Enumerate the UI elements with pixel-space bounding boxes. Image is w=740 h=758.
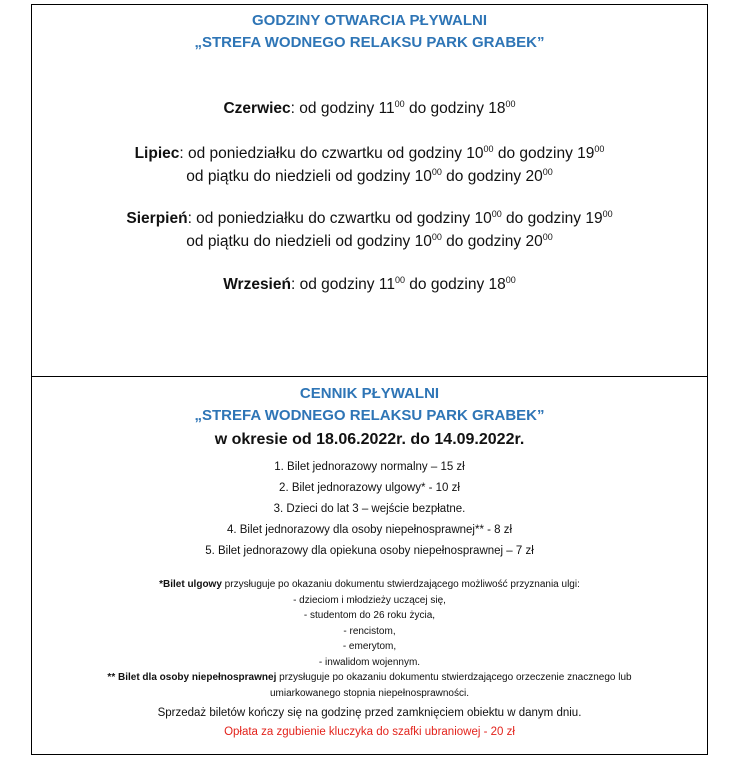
key-fee-note: Opłata za zgubienie kluczyka do szafki ubraniowej - 20 zł [224, 726, 515, 738]
price-item: 1. Bilet jednorazowy normalny – 15 zł [274, 461, 465, 473]
price-item: 5. Bilet jednorazowy dla opiekuna osoby niepełnosprawnej – 7 zł [205, 545, 534, 557]
price-item: 3. Dzieci do lat 3 – wejście bezpłatne. [273, 503, 466, 515]
note-list-item: - emerytom, [342, 641, 397, 652]
note-bold: *Bilet ulgowy [159, 579, 222, 590]
month-label: Czerwiec [223, 100, 291, 117]
minutes-sup: 00 [394, 99, 405, 109]
note-disabled [32, 670, 707, 686]
hours-text: : od poniedziałku do czwartku od godziny 10 [179, 145, 484, 162]
hours-text: od piątku do niedzieli od godziny 10 [186, 168, 432, 185]
note-bold: ** Bilet dla osoby niepełnosprawnej [107, 672, 277, 683]
note-list-item: - dzieciom i młodzieży uczącej się, [293, 594, 446, 606]
minutes-sup: 00 [483, 144, 494, 154]
schedule-august [32, 207, 707, 253]
hours-text: do godziny 18 [404, 276, 506, 293]
hours-text: do godziny 19 [501, 210, 603, 227]
hours-text: : od godziny 11 [290, 100, 395, 117]
note-text: przysługuje po okazaniu dokumentu stwierdzającego możliwość przyznania ulgi: [221, 579, 580, 590]
hours-text: do godziny 20 [441, 233, 543, 250]
hours-text: od piątku do niedzieli od godziny 10 [186, 233, 432, 250]
month-label: Wrzesień [223, 276, 291, 293]
minutes-sup: 00 [431, 232, 442, 242]
note-text-line: umiarkowanego stopnia niepełnosprawności. [269, 687, 469, 699]
minutes-sup: 00 [542, 167, 553, 177]
month-label: Sierpień [126, 210, 188, 227]
minutes-sup: 00 [594, 144, 605, 154]
schedule-july [32, 142, 707, 188]
minutes-sup: 00 [602, 209, 613, 219]
title-line-2: „STREFA WODNEGO RELAKSU PARK GRABEK” [194, 407, 545, 424]
schedule-june [32, 97, 707, 120]
price-item: 4. Bilet jednorazowy dla osoby niepełnosprawnej** - 8 zł [226, 524, 513, 536]
hours-text: do godziny 19 [493, 145, 595, 162]
opening-hours-title [32, 10, 707, 54]
sales-note: Sprzedaż biletów kończy się na godzinę przed zamknięciem obiektu w danym dniu. [157, 707, 582, 719]
title-line-1: GODZINY OTWARCIA PŁYWALNI [252, 12, 487, 29]
minutes-sup: 00 [542, 232, 553, 242]
price-list-title [32, 383, 707, 427]
schedule-september [32, 273, 707, 296]
price-list-section [32, 377, 707, 754]
minutes-sup: 00 [505, 99, 516, 109]
schedule-line [32, 230, 707, 253]
month-label: Lipiec [134, 145, 180, 162]
minutes-sup: 00 [394, 275, 405, 285]
price-item: 2. Bilet jednorazowy ulgowy* - 10 zł [279, 482, 460, 494]
document-page [31, 4, 708, 755]
schedule-line [32, 165, 707, 188]
note-list-item: - inwalidom wojennym. [318, 656, 421, 668]
minutes-sup: 00 [431, 167, 442, 177]
note-text: przysługuje po okazaniu dokumentu stwierdzającego orzeczenie znacznego lub [276, 672, 632, 683]
note-list-item: - rencistom, [343, 625, 396, 637]
hours-text: do godziny 18 [404, 100, 506, 117]
schedule-line [32, 207, 707, 230]
note-reduced [32, 577, 707, 593]
title-line-1: CENNIK PŁYWALNI [299, 385, 440, 402]
price-items [32, 457, 707, 562]
price-period: w okresie od 18.06.2022r. do 14.09.2022r. [214, 431, 525, 448]
schedule-line [32, 142, 707, 165]
minutes-sup: 00 [491, 209, 502, 219]
hours-text: : od godziny 11 [290, 276, 395, 293]
opening-hours-section [32, 5, 707, 377]
minutes-sup: 00 [505, 275, 516, 285]
hours-text: do godziny 20 [441, 168, 543, 185]
hours-text: : od poniedziałku do czwartku od godziny 10 [187, 210, 492, 227]
discount-notes [32, 577, 707, 701]
title-line-2: „STREFA WODNEGO RELAKSU PARK GRABEK” [194, 34, 545, 51]
note-list-item: - studentom do 26 roku życia, [303, 610, 436, 621]
